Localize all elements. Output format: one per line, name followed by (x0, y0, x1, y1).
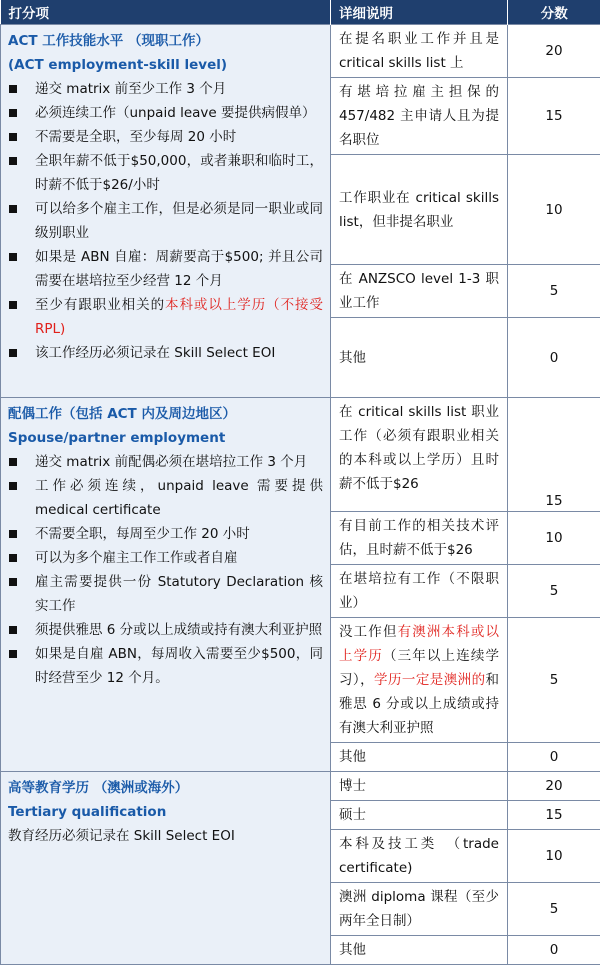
detail-cell: 其他 (331, 743, 508, 772)
section-title-en: Spouse/partner employment (8, 426, 323, 450)
list-item: 雇主需要提供一份 Statutory Declaration 核实工作 (8, 570, 323, 618)
table-row (1, 398, 600, 512)
section-tertiary-qualification (1, 772, 331, 965)
score-cell: 20 (508, 25, 600, 78)
square-bullet-icon (9, 85, 17, 93)
table-row (1, 772, 600, 801)
detail-cell: 有目前工作的相关技术评估，且时薪不低于$26 (331, 512, 508, 565)
square-bullet-icon (9, 554, 17, 562)
detail-cell: 在 ANZSCO level 1-3 职业工作 (331, 265, 508, 318)
square-bullet-icon (9, 301, 17, 309)
highlight-text: 学历一定是澳洲的 (374, 672, 485, 688)
header-detail: 详细说明 (331, 0, 508, 25)
square-bullet-icon (9, 253, 17, 261)
detail-cell: 有堪培拉雇主担保的 457/482 主申请人且为提名职位 (331, 78, 508, 155)
detail-cell: 硕士 (331, 801, 508, 830)
score-cell: 5 (508, 883, 600, 936)
square-bullet-icon (9, 157, 17, 165)
score-cell: 5 (508, 265, 600, 318)
list-item: 不需要是全职，至少每周 20 小时 (8, 125, 323, 149)
score-cell: 10 (508, 830, 600, 883)
list-item: 可以给多个雇主工作，但是必须是同一职业或同级别职业 (8, 197, 323, 245)
square-bullet-icon (9, 458, 17, 466)
section-title-en: (ACT employment-skill level) (8, 53, 323, 77)
detail-cell: 其他 (331, 318, 508, 398)
square-bullet-icon (9, 205, 17, 213)
score-cell: 15 (508, 78, 600, 155)
table-row (1, 25, 600, 78)
score-cell: 0 (508, 936, 600, 965)
square-bullet-icon (9, 349, 17, 357)
list-item: 该工作经历必须记录在 Skill Select EOI (8, 341, 323, 365)
detail-cell: 工作职业在 critical skills list，但非提名职业 (331, 155, 508, 265)
bullet-list (8, 450, 323, 690)
section-title-en: Tertiary qualification (8, 800, 323, 824)
detail-cell: 其他 (331, 936, 508, 965)
score-cell: 5 (508, 565, 600, 618)
score-cell: 0 (508, 318, 600, 398)
square-bullet-icon (9, 578, 17, 586)
score-cell: 15 (508, 398, 600, 512)
score-cell: 20 (508, 772, 600, 801)
header-row (1, 0, 600, 25)
list-item: 如果是 ABN 自雇：周薪要高于$500; 并且公司需要在堪培拉至少经营 12 个月 (8, 245, 323, 293)
bullet-list (8, 77, 323, 365)
detail-cell: 在 critical skills list 职业工作（必须有跟职业相关的本科或以上学历）且时薪不低于$26 (331, 398, 508, 512)
score-cell: 0 (508, 743, 600, 772)
section-act-employment (1, 25, 331, 398)
detail-cell: 博士 (331, 772, 508, 801)
score-cell: 5 (508, 618, 600, 743)
score-cell: 15 (508, 801, 600, 830)
list-item: 递交 matrix 前至少工作 3 个月 (8, 77, 323, 101)
list-item: 必须连续工作（unpaid leave 要提供病假单） (8, 101, 323, 125)
section-title-zh: 高等教育学历 （澳洲或海外） (8, 776, 323, 800)
square-bullet-icon (9, 626, 17, 634)
highlight-text: 有澳洲本科或以上学历 (339, 624, 499, 664)
square-bullet-icon (9, 133, 17, 141)
score-cell: 10 (508, 155, 600, 265)
detail-cell: 没工作但有澳洲本科或以上学历（三年以上连续学习），学历一定是澳洲的和雅思 6 分或以上成绩或持有澳大利亚护照 (331, 618, 508, 743)
section-spouse-employment (1, 398, 331, 772)
square-bullet-icon (9, 650, 17, 658)
score-cell: 10 (508, 512, 600, 565)
detail-cell: 澳洲 diploma 课程（至少两年全日制） (331, 883, 508, 936)
header-item: 打分项 (1, 0, 331, 25)
detail-cell: 本科及技工类 （trade certificate) (331, 830, 508, 883)
list-item: 如果是自雇 ABN，每周收入需要至少$500，同时经营至少 12 个月。 (8, 642, 323, 690)
list-item: 须提供雅思 6 分或以上成绩或持有澳大利亚护照 (8, 618, 323, 642)
list-item: 全职年薪不低于$50,000，或者兼职和临时工，时薪不低于$26/小时 (8, 149, 323, 197)
square-bullet-icon (9, 482, 17, 490)
list-item: 不需要全职，每周至少工作 20 小时 (8, 522, 323, 546)
list-item: 至少有跟职业相关的本科或以上学历（不接受 RPL) (8, 293, 323, 341)
list-item: 工作必须连续，unpaid leave 需要提供 medical certificate (8, 474, 323, 522)
square-bullet-icon (9, 530, 17, 538)
square-bullet-icon (9, 109, 17, 117)
detail-cell: 在提名职业工作并且是 critical skills list 上 (331, 25, 508, 78)
section-title-zh: 配偶工作（包括 ACT 内及周边地区） (8, 402, 323, 426)
detail-cell: 在堪培拉有工作（不限职业） (331, 565, 508, 618)
list-item: 可以为多个雇主工作工作或者自雇 (8, 546, 323, 570)
highlight-text: 本科或以上学历（不接受 RPL) (35, 297, 323, 337)
list-item: 递交 matrix 前配偶必须在堪培拉工作 3 个月 (8, 450, 323, 474)
section-note: 教育经历必须记录在 Skill Select EOI (8, 824, 323, 848)
header-score: 分数 (508, 0, 600, 25)
section-title-zh: ACT 工作技能水平 （现职工作） (8, 29, 323, 53)
